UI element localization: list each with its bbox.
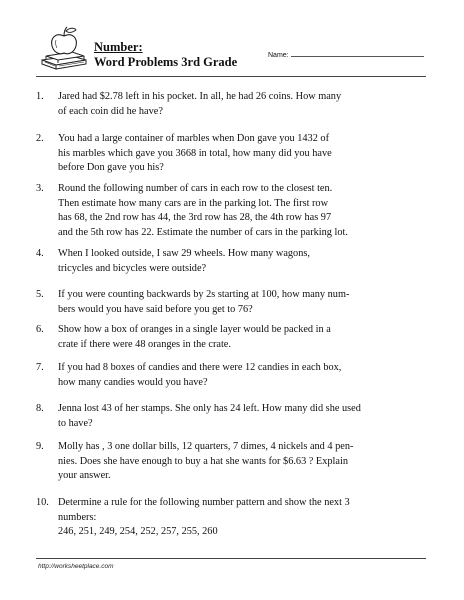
worksheet-title — [94, 40, 237, 70]
footer-divider — [36, 558, 426, 559]
title-topic: Word Problems 3rd Grade — [94, 55, 238, 69]
question-text: Jenna lost 43 of her stamps. She only has 24 left. How many did she used to have? — [58, 403, 361, 429]
question-text: Round the following number of cars in each row to the closest ten. Then estimate how many cars are in the parking lot. The first row has 68, the 2nd row has 44, the 3rd row has 28, the 4th row has 97 and the 5th row has 22. Estimate the number of cars in the parking lot. — [58, 183, 348, 238]
question-number: 3. — [36, 183, 44, 194]
question-text: You had a large container of marbles when Don gave you 1432 of his marbles which gave you 3668 in total, how many did you have before Don gave you his? — [58, 133, 332, 173]
question-text: Determine a rule for the following number pattern and show the next 3 numbers: 246, 251, 249, 254, 252, 257, 255, 260 — [58, 497, 350, 537]
question-text: When I looked outside, I saw 29 wheels. How many wagons, tricycles and bicycles were outside? — [58, 248, 310, 274]
name-field — [268, 49, 424, 59]
question-number: 7. — [36, 362, 44, 373]
question-text: Jared had $2.78 left in his pocket. In all, he had 26 coins. How many of each coin did he have? — [58, 91, 342, 117]
question-number: 8. — [36, 403, 44, 414]
question-text: Molly has , 3 one dollar bills, 12 quarters, 7 dimes, 4 nickels and 4 pen- nies. Does she have enough to buy a hat she wants for $6.63 ? Explain your answer. — [58, 441, 354, 481]
footer-url[interactable]: http://worksheetplace.com — [38, 563, 114, 570]
name-blank-line — [291, 49, 424, 57]
question-number: 9. — [36, 441, 44, 452]
header-divider — [36, 76, 426, 77]
question-text: If you were counting backwards by 2s starting at 100, how many num- bers would you have said before you get to 76? — [58, 289, 350, 315]
question-number: 5. — [36, 289, 44, 300]
question-number: 1. — [36, 91, 44, 102]
question-number: 10. — [36, 497, 49, 508]
question-text: If you had 8 boxes of candies and there were 12 candies in each box, how many candies would you have? — [58, 362, 342, 388]
question-text: Show how a box of oranges in a single layer would be packed in a crate if there were 48 oranges in the crate. — [58, 324, 331, 350]
question-number: 4. — [36, 248, 44, 259]
question-number: 2. — [36, 133, 44, 144]
title-subject: Number: — [94, 40, 143, 54]
apple-books-icon — [38, 22, 90, 74]
name-label: Name: — [268, 52, 289, 59]
apple-books-logo — [38, 22, 90, 74]
question-number: 6. — [36, 324, 44, 335]
